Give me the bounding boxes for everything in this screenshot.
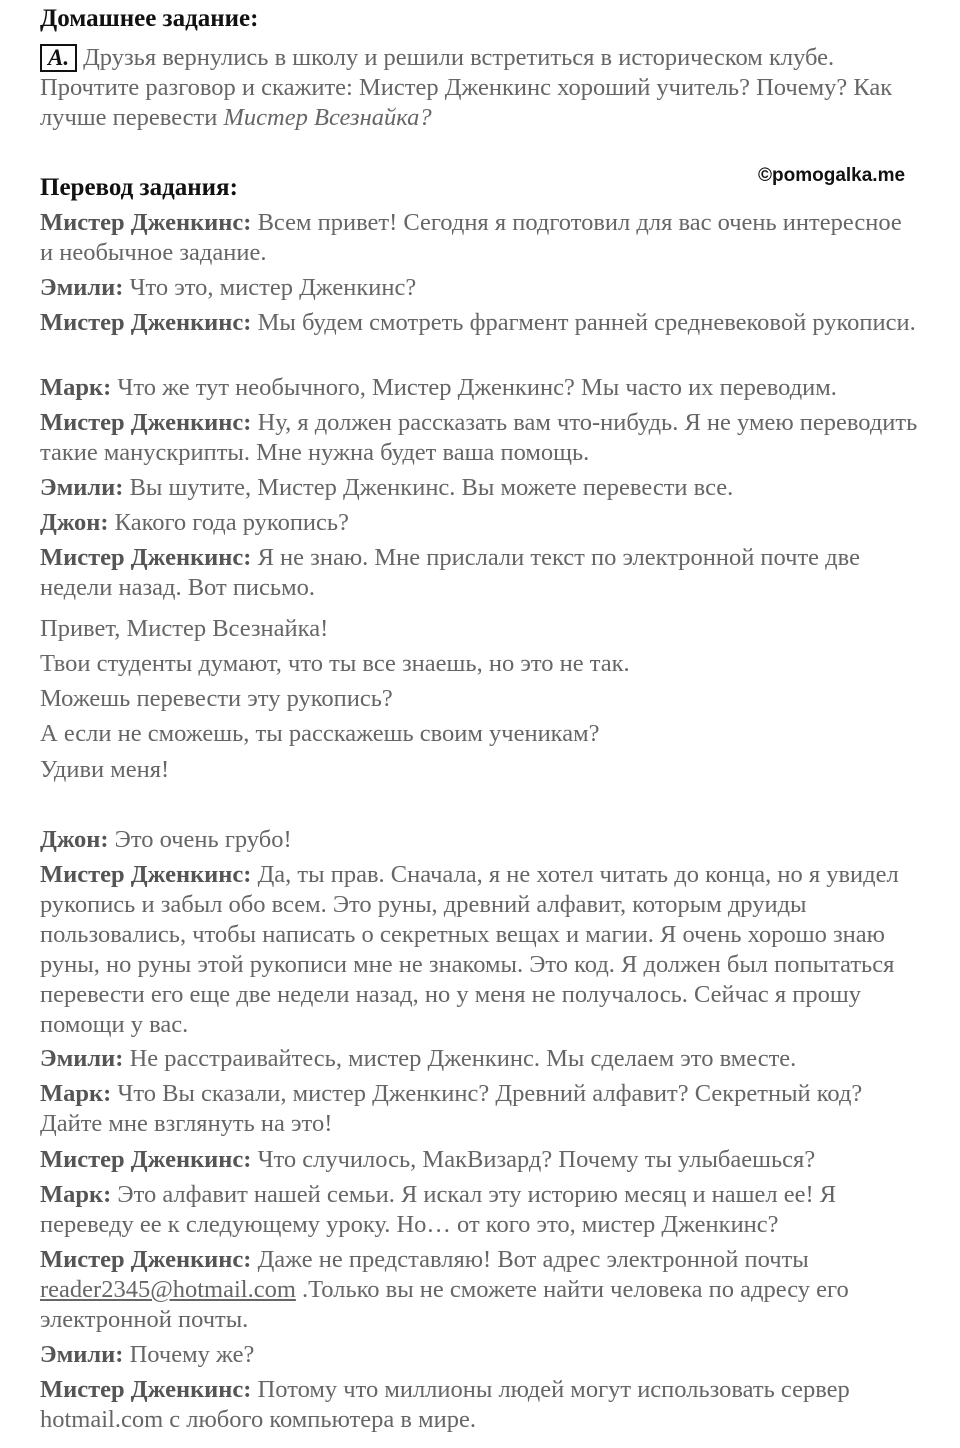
speaker-name: Марк: [40,1181,112,1208]
task-italic-phrase: Мистер Всезнайка? [223,104,432,131]
speaker-name: Мистер Дженкинс: [40,544,252,571]
line-text: Да, ты прав. Сначала, я не хотел читать до конца, но я увидел рукопись и забыл обо всем. Это руны, древний алфавит, которым друиды пользовались, чтобы написать о секретных вещах и магии. Я очень хорошо знаю руны, но руны этой рукописи мне не знакомы. Это код. Я должен был попытаться перевести его еще две недели назад, но у меня не получалось. Сейчас я прошу помощи у вас. [40,861,899,1038]
line-text: Потому что миллионы людей могут использовать сервер hotmail.com с любого компьютера в мире. [40,1376,850,1433]
dialogue-line [40,473,920,503]
letter-line: Твои студенты думают, что ты все знаешь, но это не так. [40,650,630,677]
speaker-name: Мистер Дженкинс: [40,1246,252,1273]
letter-line: Привет, Мистер Всезнайка! [40,615,329,642]
line-text: Мы будем смотреть фрагмент ранней средневековой рукописи. [251,309,916,336]
line-text: .Только вы не сможете найти человека по адресу его электронной почты. [40,1276,849,1333]
letter-line: Можешь перевести эту рукопись? [40,685,393,712]
line-text: Что это, мистер Дженкинс? [123,274,417,301]
letter-line: А если не сможешь, ты расскажешь своим ученикам? [40,720,600,747]
dialogue-line [40,1340,920,1370]
speaker-name: Марк: [40,374,112,401]
speaker-name: Мистер Дженкинс: [40,1376,252,1403]
line-text: Это очень грубо! [108,826,292,853]
dialogue-line [40,408,920,468]
speaker-name: Джон: [40,826,109,853]
speaker-name: Эмили: [40,1341,124,1368]
speaker-name: Эмили: [40,274,124,301]
line-text: Что же тут необычного, Мистер Дженкинс? Мы часто их переводим. [111,374,837,401]
letter-line: Удиви меня! [40,756,170,783]
line-text: Не расстраивайтесь, мистер Дженкинс. Мы сделаем это вместе. [123,1045,797,1072]
translation-title: Перевод задания: [40,174,238,201]
dialogue-line [40,1145,920,1175]
dialogue-line [40,208,920,268]
dialogue-line [40,1180,920,1240]
dialogue-line [40,508,920,538]
line-text: Даже не представляю! Вот адрес электронной почты [251,1246,809,1273]
line-text: Я не знаю. Мне прислали текст по электронной почте две недели назад. Вот письмо. [40,544,860,601]
speaker-name: Джон: [40,509,109,536]
dialogue-line [40,860,920,1040]
speaker-name: Мистер Дженкинс: [40,409,252,436]
line-text: Что случилось, МакВизард? Почему ты улыбаешься? [251,1146,816,1173]
line-text: Это алфавит нашей семьи. Я искал эту историю месяц и нашел ее! Я переведу ее к следующему уроку. Но… от кого это, мистер Дженкинс? [40,1181,837,1238]
line-text: Ну, я должен рассказать вам что-нибудь. Я не умею переводить такие манускрипты. Мне нужна будет ваша помощь. [40,409,918,466]
homework-task [40,43,920,133]
dialogue-line [40,825,920,855]
speaker-name: Эмили: [40,1045,124,1072]
dialogue-line [40,1044,920,1074]
dialogue-line [40,1375,920,1435]
task-badge: A. [40,44,77,72]
speaker-name: Мистер Дженкинс: [40,309,252,336]
homework-title: Домашнее задание: [40,5,259,32]
dialogue-line [40,543,920,603]
task-text: Друзья вернулись в школу и решили встретиться в историческом клубе. Прочтите разговор и скажите: Мистер Дженкинс хороший учитель? Почему? Как лучше перевести [40,44,893,131]
line-text: Вы шутите, Мистер Дженкинс. Вы можете перевести все. [123,474,734,501]
email-link[interactable]: reader2345@hotmail.com [40,1276,296,1303]
dialogue-line [40,373,920,403]
dialogue-line [40,273,920,303]
dialogue-line-email [40,1245,920,1335]
line-text: Что Вы сказали, мистер Дженкинс? Древний алфавит? Секретный код? Дайте мне взглянуть на это! [40,1080,863,1137]
speaker-name: Эмили: [40,474,124,501]
speaker-name: Мистер Дженкинс: [40,209,252,236]
line-text: Всем привет! Сегодня я подготовил для вас очень интересное и необычное задание. [40,209,902,266]
line-text: Почему же? [123,1341,255,1368]
speaker-name: Марк: [40,1080,112,1107]
speaker-name: Мистер Дженкинс: [40,861,252,888]
speaker-name: Мистер Дженкинс: [40,1146,252,1173]
dialogue-line [40,308,920,338]
line-text: Какого года рукопись? [108,509,349,536]
dialogue-line [40,1079,920,1139]
watermark: ©pomogalka.me [758,165,906,186]
